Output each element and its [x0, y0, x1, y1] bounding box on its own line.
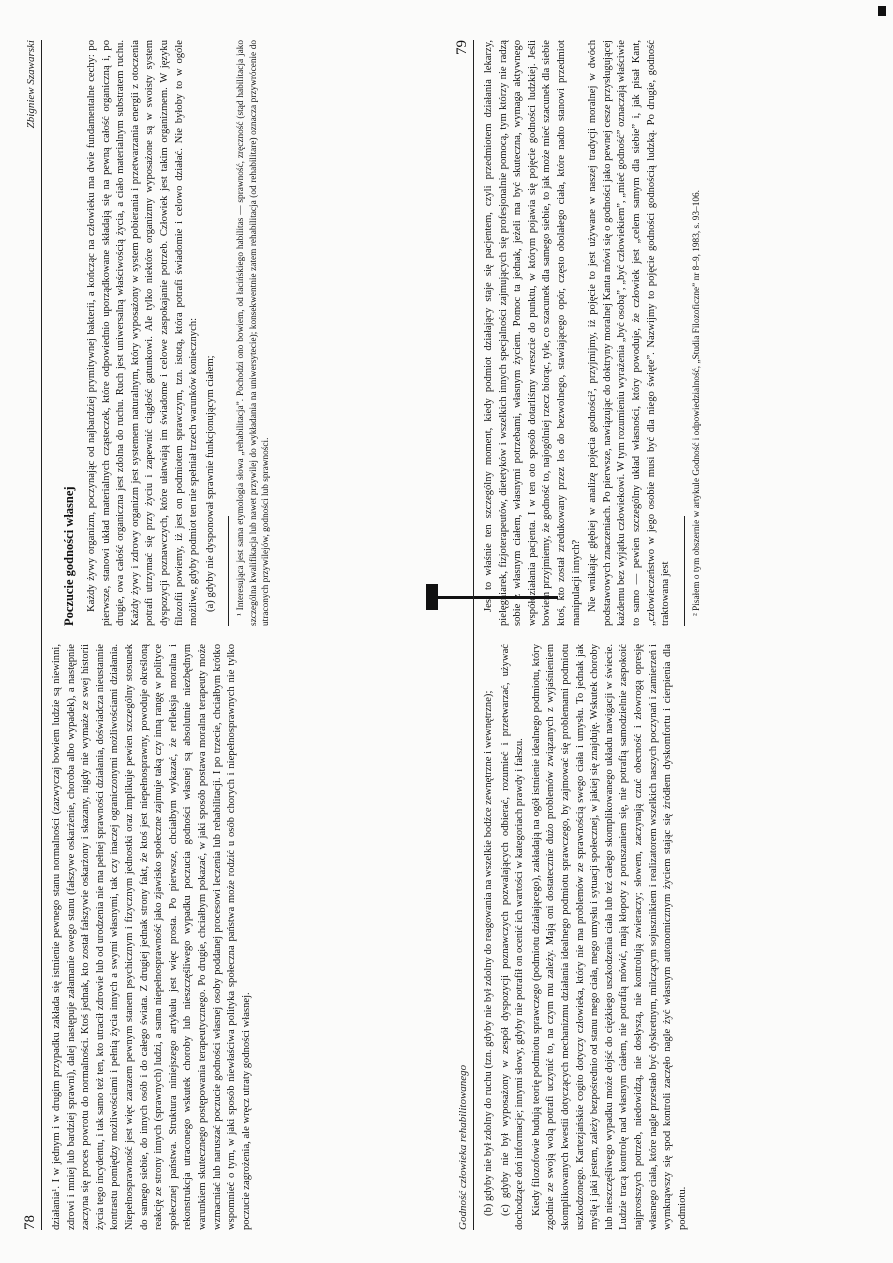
running-header: [22, 40, 42, 1230]
footnote-rule: [684, 516, 685, 626]
paragraph: Każdy żywy organizm, poczynając od najbardziej prymitywnej bakterii, a kończąc na człowieku ma dwie fundamentalne cechy: po pierwsze, stanowi układ materialnych cząsteczek, które odpowiednio uporządkowane składają się na pewną całość organiczną i, po drugie, owa całość organiczna jest zdolna do ruchu. Ruch jest uniwersalną właściwością życia, a ciało materialnym substratem ruchu. Każdy żywy i zdrowy organizm jest systemem naturalnym, który wyposażony w system pobierania i przetwarzania energii z otoczenia potrafi utrzymać się przy życiu i zapewnić ciągłość gatunkowi. Ale tylko niektóre organizmy wyposażone są w swoisty system dyspozycji poznawczych, które ułatwiają im świadome i celowe zaspokajanie potrzeb. Człowiek jest takim organizmem. W języku filozofii powiemy, iż jest on podmiotem sprawczym, tzn. istotą, która potrafi świadomie i celowo działać. Nie byłoby to w ogóle możliwe, gdyby podmiot ten nie spełniał trzech warunków koniecznych:: [86, 40, 200, 626]
column-first: [50, 644, 275, 1230]
paragraph: Nie wnikając głębiej w analizę pojęcia godności², przyjmijmy, iż pojęcie to jest używane w naszej tradycji moralnej w dwóch podstawowych znaczeniach. Po pierwsze, nawiązując do doktryny moralnej Kanta mówi się o godności jako pewnej cesze przysługującej każdemu bez wyjątku człowiekowi. W tym rozumieniu wyrażenia „być osobą”, „być człowiekiem”, „mieć godność” oznaczają właściwie to samo — pewien szczególny układ własności, który powoduje, że człowiek jest „celem samym dla siebie” i, jak pisał Kant, „człowieczeństwo w jego osobie musi być dla niego święte”. Nazwijmy to pojęcie godności godnością ludzką. Po drugie, godność traktowana jest: [587, 40, 672, 626]
page-number: 78: [22, 1215, 38, 1230]
section-heading: Poczucie godności własnej: [62, 486, 76, 626]
text-columns: [482, 40, 705, 1230]
running-header: [454, 40, 474, 1230]
page-number: 79: [454, 40, 470, 55]
paragraph: (a) gdyby nie dysponował sprawnie funkcjonującym ciałem;: [204, 355, 216, 612]
page-79: [454, 40, 844, 1230]
footnote-rule: [228, 516, 229, 626]
column-first: [482, 644, 705, 1230]
footnote: ² Pisałem o tym obszernie w artykule Godność i odpowiedzialność, „Studia Filozoficzne” nr 8–9, 1983, s. 93–106.: [691, 190, 702, 616]
paragraph: (b) gdyby nie był zdolny do ruchu (tzn. gdyby nie był zdolny do reagowania na wszelkie bodźce zewnętrzne i wewnętrzne);: [483, 690, 494, 1216]
paragraph: (c) gdyby nie był wyposażony w zespół dyspozycji poznawczych pozwalających odbierać, rozumieć i przetwarzać, używać dochodzące doń informacje; innymi słowy, gdyby nie potrafił on ocenić ich wartości w kategoriach prawdy i fałszu.: [499, 644, 526, 1230]
scan-mark: [878, 6, 886, 16]
paragraph: Jest to właśnie ten szczególny moment, kiedy podmiot działający staje się pacjentem, czyli przedmiotem działania lekarzy, pielęgniarek, fizjoterapeutów, dietetyków i wszelkich innych specjalności zajmujących się profesjonalnie pomocą, tym którzy nie radzą sobie z własnym ciałem, własnymi potrzebami, własnym życiem. Pomoc ta jednak, jeżeli ma być skuteczna, wymaga aktywnego współdziałania pacjenta. I w ten oto sposób dotarliśmy wreszcie do punktu, w którym pojawia się pojęcie godności ludzkiej. Jeśli bowiem przyjmiemy, że godność to, najogólniej rzecz biorąc, tyle, co szacunek dla samego siebie, to jak może mieć szacunek dla siebie ktoś, kto został zredukowany przez los do bezwolnego, stawiającego opór, często obolałego ciała, które nadto stanowi przedmiot manipulacji innych?: [483, 40, 582, 626]
binding-marker: [426, 584, 438, 610]
page-78: [22, 40, 412, 1230]
running-head-author: Zbigniew Szawarski: [25, 40, 37, 129]
column-second: [50, 40, 275, 626]
paragraph: Kiedy filozofowie budują teorię podmiotu sprawczego (podmiotu działającego), zakładają na ogół istnienie idealnego podmiotu, który zgodnie ze swoją wolą potrafi uczynić to, na czym mu zależy. Mają oni dostatecznie dużo problemów związanych z wyjaśnieniem skomplikowanych kwestii dotyczących mechanizmu działania idealnego podmiotu sprawczego, by zajmować się problemami podmiotu uszkodzonego. Kartezjańskie cogito dotyczy człowieka, który nie ma problemów ze sprawnością swego ciała i umysłu. To jednak jak myślę i jaki jestem, zależy bezpośrednio od stanu mego ciała, mego umysłu i sytuacji społecznej, w jakiej się znajduję. Wskutek choroby lub nieszczęśliwego wypadku może dojść do ciężkiego uszkodzenia ciała lub też całego skomplikowanego układu nawigacji w świecie. Ludzie tracą kontrolę nad własnym ciałem, nie potrafią mówić, mają kłopoty z poruszaniem się, nie potrafią samodzielnie zaspokoić najprostszych potrzeb, niedowidzą, nie dosłyszą, nie kontrolują zwieraczy; słowem, zaczynają czuć obecność i złowrogą opresję własnego ciała, które nagle przestało być dyskretnym, milczącym sojusznikiem i realizatorem wszelkich naszych poczynań i zamierzeń i wymknąwszy się spod kontroli zaczęło nagle żyć własnym autonomicznym życiem stając się źródłem dyskomfortu i cierpienia dla podmiotu.: [530, 644, 688, 1230]
footnote: ¹ Interesująca jest sama etymologia słowa „rehabilitacja”. Pochodzi ono bowiem, od łacińskiego habilitas — sprawność, zręczność (stąd habilitacja jako szczególna kwalifikacja lub nawet przywilej do wykładania na uniwersytecie); konsekwentnie zatem rehabilitacja (od rehabilitare) oznacza przywrócenie do utraconych przywilejów, godności lub sprawności.: [236, 40, 272, 626]
paragraph: działania¹. I w jednym i w drugim przypadku zakłada się istnienie pewnego stanu normalności (zazwyczaj bowiem ludzie są niewinni, zdrowi i mniej lub bardziej sprawni), dalej następuje załamanie owego stanu (fałszywe oskarżenie, choroba albo wypadek), a następnie zaczyna się proces powrotu do normalności. Ktoś jednak, kto został fałszywie oskarżony i skazany, nigdy nie wymaże ze swej historii życia tego incydentu, i tak samo też ten, kto utracił zdrowie lub od urodzenia nie ma pełnej sprawności działania, doświadcza nieustannie kontrastu pomiędzy możliwościami i pełnią życia innych a swymi własnymi, tak czy inaczej ograniczonymi możliwościami działania. Niepełnosprawność jest więc zarazem pewnym stanem psychicznym i fizycznym jednostki oraz implikuje pewien szczególny stosunek do samego siebie, do innych osób i do całego świata. Z drugiej jednak strony fakt, że ktoś jest niepełnosprawny, powoduje określoną reakcję ze strony innych (sprawnych) ludzi, a sama niepełnosprawność jako zjawisko społeczne zajmuje taką czy inną rangę w polityce społecznej państwa. Struktura niniejszego artykułu jest więc prosta. Po pierwsze, chciałbym wykazać, że refleksja moralna i rekonstrukcja utraconego wskutek choroby lub nieszczęśliwego wypadku poczucia godności własnej są absolutnie niezbędnym warunkiem skutecznego postępowania terapeutycznego. Po drugie, chciałbym pokazać, w jaki sposób postawa moralna terapeuty może wzmacniać lub naruszać poczucie godności własnej osoby poddanej procesowi leczenia lub rehabilitacji. I po trzecie, chciałbym krótko wspomnieć o tym, w jaki sposób niewłaściwa polityka społeczna państwa może rodzić u osób chorych i niepełnosprawnych nie tylko poczucie zagrożenia, ale wręcz utraty godności własnej.: [51, 644, 252, 1230]
column-second: [482, 40, 705, 626]
running-head-title: Godność człowieka rehabilitowanego: [457, 1064, 469, 1230]
text-columns: [50, 40, 275, 1230]
